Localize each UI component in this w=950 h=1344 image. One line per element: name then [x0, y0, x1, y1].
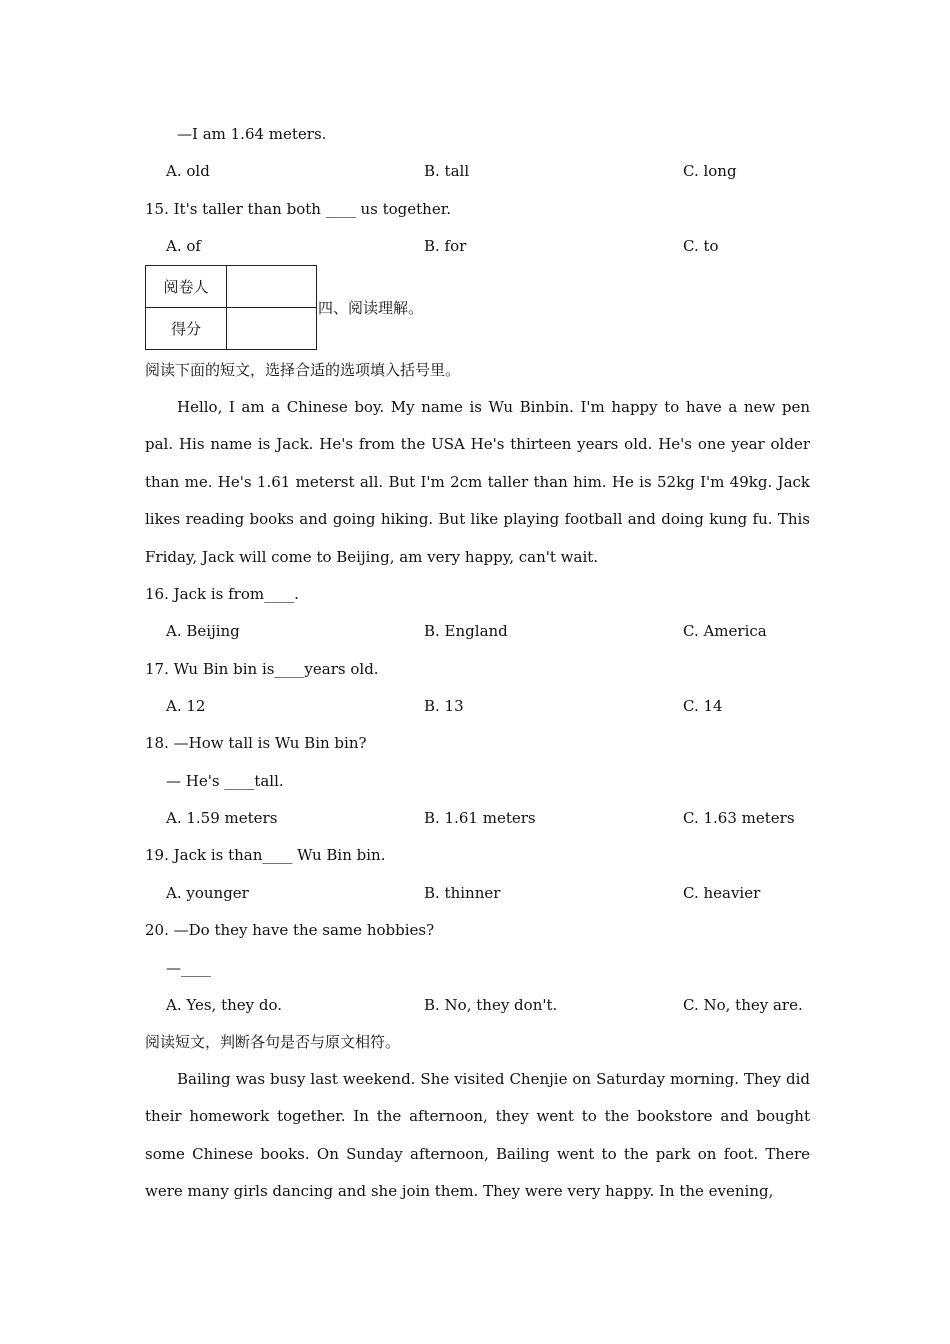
q14-answer-line: —I am 1.64 meters.	[177, 125, 327, 143]
score-table	[145, 265, 317, 350]
q18-answer-line: — He's ____tall.	[166, 772, 284, 790]
q14-option-a: A. old	[166, 162, 210, 180]
q20-option-c: C. No, they are.	[683, 996, 803, 1014]
section-title: 四、阅读理解。	[318, 299, 424, 317]
q19-option-b: B. thinner	[424, 884, 501, 902]
reviewer-cell	[227, 266, 317, 308]
q15-option-b: B. for	[424, 237, 467, 255]
q16-option-a: A. Beijing	[166, 622, 240, 640]
score-label: 得分	[146, 308, 227, 350]
question-18: 18. —How tall is Wu Bin bin?	[145, 734, 367, 752]
q15-option-c: C. to	[683, 237, 719, 255]
q15-option-a: A. of	[166, 237, 201, 255]
q18-option-c: C. 1.63 meters	[683, 809, 795, 827]
question-19: 19. Jack is than____ Wu Bin bin.	[145, 846, 386, 864]
q19-option-a: A. younger	[166, 884, 249, 902]
question-16: 16. Jack is from____.	[145, 585, 299, 603]
score-cell	[227, 308, 317, 350]
question-15: 15. It's taller than both ____ us together.	[145, 200, 451, 218]
instruction-2: 阅读短文，判断各句是否与原文相符。	[145, 1033, 401, 1051]
passage-2-text: Bailing was busy last weekend. She visited Chenjie on Saturday morning. They did their homework together. In the afternoon, they went to the bookstore and bought some Chinese books. On Sunday afternoon, Bailing went to the park on foot. There were many girls dancing and she join them. They were very happy. In the evening,	[145, 1070, 810, 1201]
q18-option-a: A. 1.59 meters	[166, 809, 278, 827]
q14-option-c: C. long	[683, 162, 737, 180]
passage-1	[145, 389, 810, 576]
passage-1-text: Hello, I am a Chinese boy. My name is Wu Binbin. I'm happy to have a new pen pal. His name is Jack. He's from the USA He's thirteen years old. He's one year older than me. He's 1.61 meterst all. But I'm 2cm taller than him. He is 52kg I'm 49kg. Jack likes reading books and going hiking. But like playing football and doing kung fu. This Friday, Jack will come to Beijing, am very happy, can't wait.	[145, 398, 810, 566]
question-17: 17. Wu Bin bin is____years old.	[145, 660, 379, 678]
instruction-1: 阅读下面的短文，选择合适的选项填入括号里。	[145, 361, 461, 379]
q20-option-a: A. Yes, they do.	[166, 996, 283, 1014]
q14-option-b: B. tall	[424, 162, 470, 180]
question-20: 20. —Do they have the same hobbies?	[145, 921, 435, 939]
q16-option-c: C. America	[683, 622, 767, 640]
q18-option-b: B. 1.61 meters	[424, 809, 536, 827]
q20-answer-line: —____	[166, 959, 211, 977]
reviewer-label: 阅卷人	[146, 266, 227, 308]
q17-option-a: A. 12	[166, 697, 206, 715]
passage-2	[145, 1061, 810, 1211]
q17-option-b: B. 13	[424, 697, 464, 715]
q16-option-b: B. England	[424, 622, 508, 640]
q19-option-c: C. heavier	[683, 884, 761, 902]
q20-option-b: B. No, they don't.	[424, 996, 558, 1014]
q17-option-c: C. 14	[683, 697, 723, 715]
